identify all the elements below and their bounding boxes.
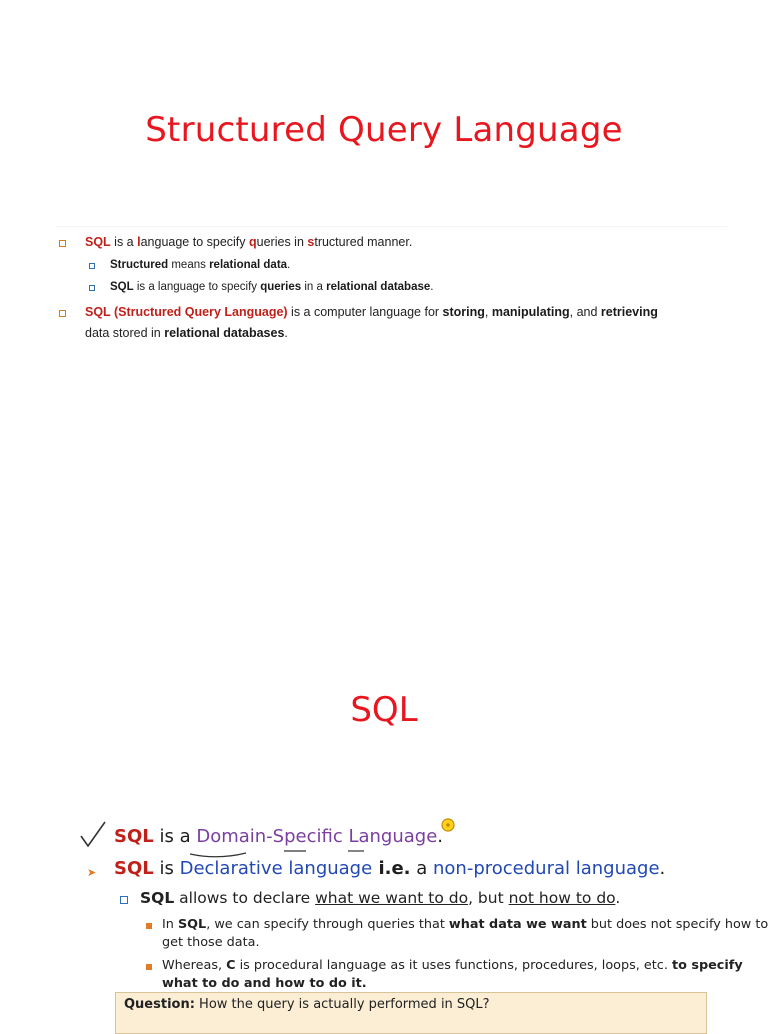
square-bullet-icon <box>89 285 95 291</box>
checkmark-icon <box>78 820 108 850</box>
line-declarative: SQL is Declarative language i.e. a non-procedural language. <box>114 858 666 879</box>
line-in-sql: In SQL, we can specify through queries that what data we want but does not specify how to get those data. <box>162 917 768 950</box>
arrow-bullet-icon: ➤ <box>87 867 97 879</box>
square-bullet-icon <box>89 263 95 269</box>
square-bullet-icon <box>59 240 66 247</box>
bullet-2-continuation: data stored in relational databases. <box>85 326 288 340</box>
slide-2-title: SQL <box>350 690 418 730</box>
bullet-2-text: SQL (Structured Query Language) is a computer language for storing, manipulating, and retrieving <box>85 305 658 319</box>
square-bullet-icon <box>120 896 128 904</box>
line-whereas: Whereas, C is procedural language as it uses functions, procedures, loops, etc. to specify what to do and how to do it. <box>162 958 743 991</box>
square-bullet-icon <box>146 964 152 970</box>
bullet-1-text: SQL is a language to specify queries in structured manner. <box>85 235 413 249</box>
line-declare: SQL allows to declare what we want to do, but not how to do. <box>140 889 621 907</box>
slide-1-title: Structured Query Language <box>145 110 623 150</box>
square-bullet-icon <box>146 923 152 929</box>
slide-1 <box>0 0 768 512</box>
question-box <box>115 992 707 1034</box>
divider <box>55 226 727 227</box>
question-text: Question: How the query is actually performed in SQL? <box>124 997 490 1012</box>
square-bullet-icon <box>59 310 66 317</box>
line-domain-specific: SQL is a Domain-Specific Language. <box>114 826 444 847</box>
bullet-1b-text: SQL is a language to specify queries in a relational database. <box>110 281 434 293</box>
bullet-1a-text: Structured means relational data. <box>110 259 291 271</box>
slide-2 <box>0 512 768 1024</box>
